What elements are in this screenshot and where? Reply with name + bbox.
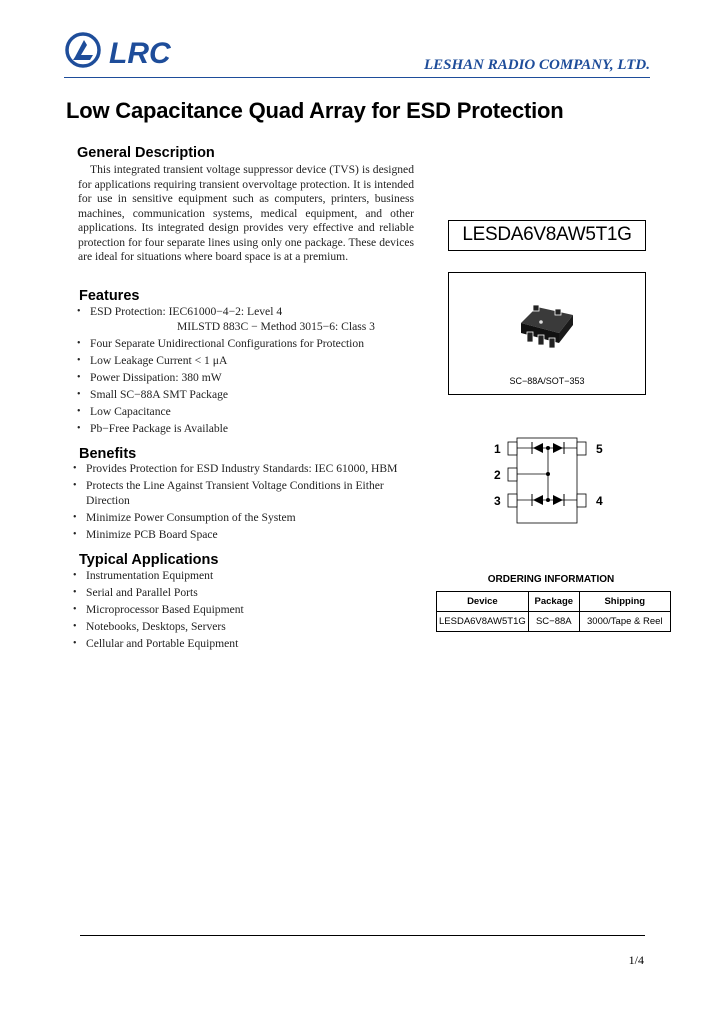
package-label: SC−88A/SOT−353 — [509, 376, 585, 386]
part-number: LESDA6V8AW5T1G — [448, 220, 646, 251]
company-name: LESHAN RADIO COMPANY, LTD. — [423, 57, 650, 73]
general-description — [78, 163, 414, 265]
ordering-header-shipping: Shipping — [579, 592, 670, 612]
page-title: Low Capacitance Quad Array for ESD Protection — [66, 98, 564, 123]
tvs-diode-icon — [533, 495, 543, 505]
lrc-logo — [64, 31, 204, 71]
feature-esd-second-line: MILSTD 883C − Method 3015−6: Class 3 — [177, 319, 375, 333]
feature-item: • Low Capacitance — [77, 405, 417, 422]
applications-heading: Typical Applications — [79, 552, 219, 568]
pin-3-label: 3 — [494, 494, 501, 508]
ordering-header-device: Device — [437, 592, 529, 612]
feature-item: • Pb−Free Package is Available — [77, 422, 417, 439]
page-number: 1/4 — [628, 953, 644, 967]
benefits-list — [73, 462, 403, 545]
application-item: • Instrumentation Equipment — [73, 569, 403, 586]
feature-item: • Small SC−88A SMT Package — [77, 388, 417, 405]
logo-mark-icon — [73, 40, 93, 60]
ordering-device: LESDA6V8AW5T1G — [437, 612, 529, 632]
circuit-diagram — [480, 436, 620, 526]
features-heading: Features — [79, 288, 140, 304]
tvs-diode-icon — [553, 495, 563, 505]
ordering-shipping: 3000/Tape & Reel — [579, 612, 670, 632]
benefit-item: • Provides Protection for ESD Industry Standards: IEC 61000, HBM — [73, 462, 403, 479]
sc88a-package-icon — [507, 295, 587, 355]
benefit-item: • Minimize PCB Board Space — [73, 528, 403, 545]
application-item: • Notebooks, Desktops, Servers — [73, 620, 403, 637]
feature-item: • Power Dissipation: 380 mW — [77, 371, 417, 388]
application-item: • Cellular and Portable Equipment — [73, 637, 403, 654]
header-divider — [64, 77, 650, 78]
logo-text: LRC — [109, 37, 171, 70]
features-list — [77, 305, 417, 439]
pin-2-label: 2 — [494, 468, 501, 482]
general-description-text: This integrated transient voltage suppressor device (TVS) is designed for applications requiring transient overvoltage protection. It is intended for use in sensitive equipment such as computers, printers, business machines, communication systems, medical equipment, and other applications. Its integrated design provides very effective and reliable protection for four separate lines using only one package. These devices are ideal for situations where board space is at a premium. — [78, 163, 414, 263]
tvs-diode-icon — [553, 443, 563, 453]
table-row — [437, 612, 671, 632]
application-item: • Serial and Parallel Ports — [73, 586, 403, 603]
benefits-heading: Benefits — [79, 446, 137, 462]
pin-5-label: 5 — [596, 442, 603, 456]
ordering-header-package: Package — [528, 592, 579, 612]
feature-item: • Four Separate Unidirectional Configurations for Protection — [77, 337, 417, 354]
ordering-table — [436, 591, 671, 632]
ordering-header-row — [437, 592, 671, 612]
feature-item: • Low Leakage Current < 1 μA — [77, 354, 417, 371]
ordering-package: SC−88A — [528, 612, 579, 632]
pin-4-label: 4 — [596, 494, 603, 508]
benefit-item: • Protects the Line Against Transient Voltage Conditions in Either Direction — [73, 479, 403, 508]
tvs-diode-icon — [533, 443, 543, 453]
applications-list — [73, 569, 403, 654]
ordering-title: ORDERING INFORMATION — [487, 574, 615, 585]
benefit-item: • Minimize Power Consumption of the System — [73, 511, 403, 528]
general-description-heading: General Description — [77, 145, 215, 161]
footer-divider — [80, 935, 645, 936]
pin-1-label: 1 — [494, 442, 501, 456]
application-item: • Microprocessor Based Equipment — [73, 603, 403, 620]
feature-esd: • ESD Protection: IEC61000−4−2: Level 4 MILSTD 883C − Method 3015−6: Class 3 — [77, 305, 417, 334]
